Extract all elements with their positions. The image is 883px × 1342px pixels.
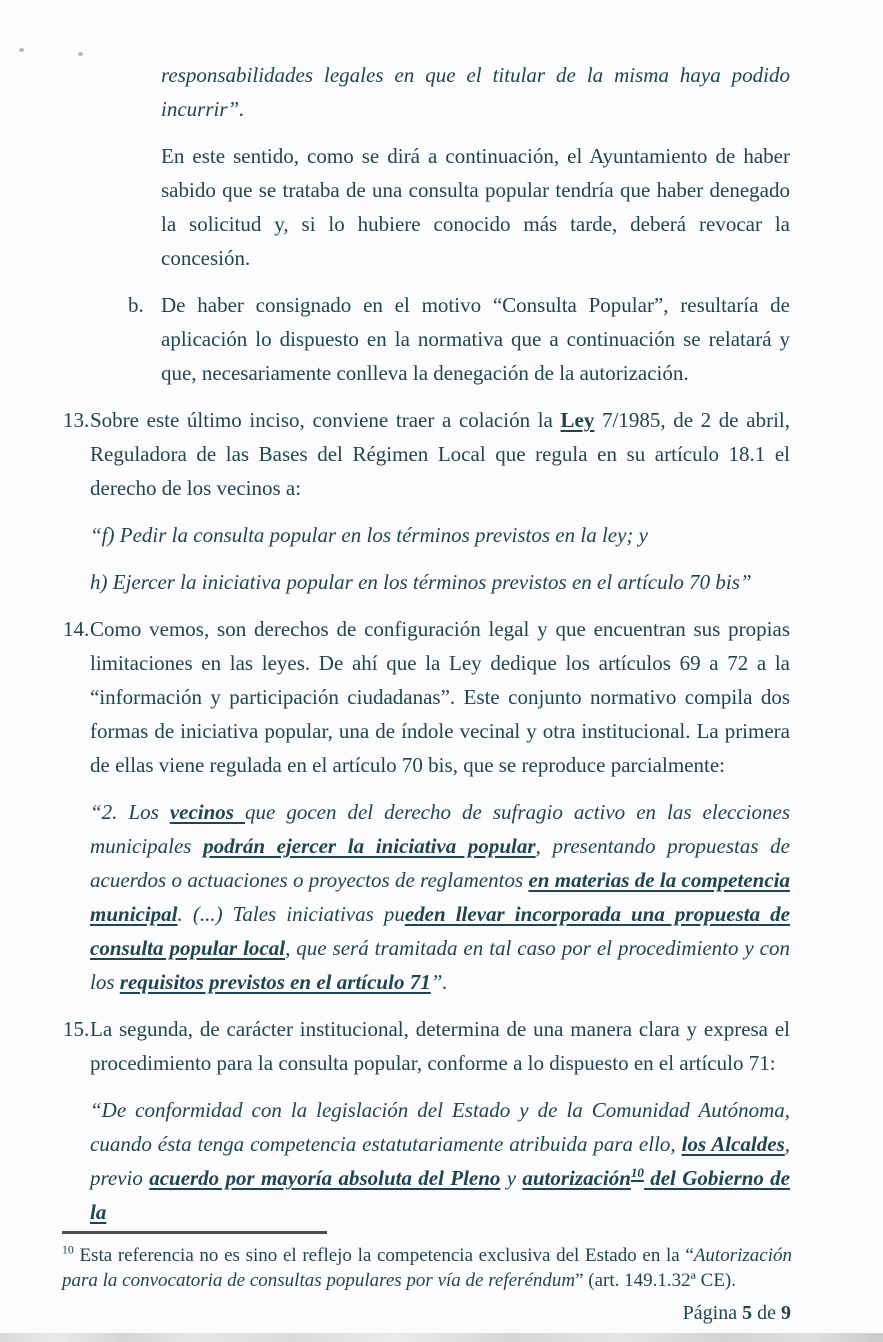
footnote-separator-rule xyxy=(62,1231,327,1234)
quote-article-70bis: “2. Los vecinos que gocen del derecho de sufragio activo en las elecciones municipales podrán ejercer la iniciativa popular, presentando propuestas de acuerdos o actuaciones o proyectos de reglamentos en materias de la competencia municipal. (...) Tales iniciativas pueden llevar incorporada una propuesta de consulta popular local, que será tramitada en tal caso por el procedimiento y con los requisitos previstos en el artículo 71”. xyxy=(90,800,791,994)
document-body xyxy=(63,58,791,1242)
quote-article-71: “De conformidad con la legislación del Estado y de la Comunidad Autónoma, cuando ésta tenga competencia estatutariamente atribuida para ello, los Alcaldes, previo acuerdo por mayoría absoluta del Pleno y autorización$^{10}$ del Gobierno de la xyxy=(90,1098,791,1224)
list-item-b xyxy=(128,288,790,390)
quote-article-18-h: h) Ejercer la iniciativa popular en los términos previstos en el artículo 70 bis” xyxy=(90,570,752,594)
quote-continuation-paragraph: responsabilidades legales en que el titular de la misma haya podido incurrir”. xyxy=(161,63,790,121)
footnote-area xyxy=(62,1231,792,1293)
list-item-13 xyxy=(63,403,790,505)
scan-bottom-edge xyxy=(0,1333,883,1342)
page-number: Página 5 de 9 xyxy=(682,1302,791,1324)
scan-speck xyxy=(19,48,24,52)
list-item-13-text: Sobre este último inciso, conviene traer a colación la Ley 7/1985, de 2 de abril, Reguladora de las Bases del Régimen Local que regula en su artículo 18.1 el derecho de los vecinos a: xyxy=(90,408,790,500)
quote-article-18-f: “f) Pedir la consulta popular en los términos previstos en la ley; y xyxy=(90,523,648,547)
list-marker-15: 15. xyxy=(63,1017,90,1041)
list-marker-14: 14. xyxy=(63,617,90,641)
list-marker-13: 13. xyxy=(63,408,90,432)
list-item-b-text: De haber consignado en el motivo “Consulta Popular”, resultaría de aplicación lo dispuesto en la normativa que a continuación se relatará y que, necesariamente conlleva la denegación de la autorización. xyxy=(161,293,790,385)
footnote-10-text: $^{10}$ Esta referencia no es sino el reflejo la competencia exclusiva del Estado en la “Autorización para la convocatoria de consultas populares por vía de referéndum” (art. 149.1.32ª CE). xyxy=(62,1243,792,1291)
list-marker-b: b. xyxy=(128,293,144,317)
body-paragraph: En este sentido, como se dirá a continuación, el Ayuntamiento de haber sabido que se trataba de una consulta popular tendría que haber denegado la solicitud y, si lo hubiere conocido más tarde, deberá revocar la concesión. xyxy=(161,144,790,270)
scan-speck xyxy=(78,52,83,56)
list-item-15 xyxy=(63,1012,790,1080)
list-item-15-text: La segunda, de carácter institucional, determina de una manera clara y expresa el procedimiento para la consulta popular, conforme a lo dispuesto en el artículo 71: xyxy=(90,1017,790,1075)
list-item-14-text: Como vemos, son derechos de configuración legal y que encuentran sus propias limitaciones en las leyes. De ahí que la Ley dedique los artículos 69 a 72 a la “información y participación ciudadanas”. Este conjunto normativo compila dos formas de iniciativa popular, una de índole vecinal y otra institucional. La primera de ellas viene regulada en el artículo 70 bis, que se reproduce parcialmente: xyxy=(90,617,790,777)
list-item-14 xyxy=(63,612,790,782)
